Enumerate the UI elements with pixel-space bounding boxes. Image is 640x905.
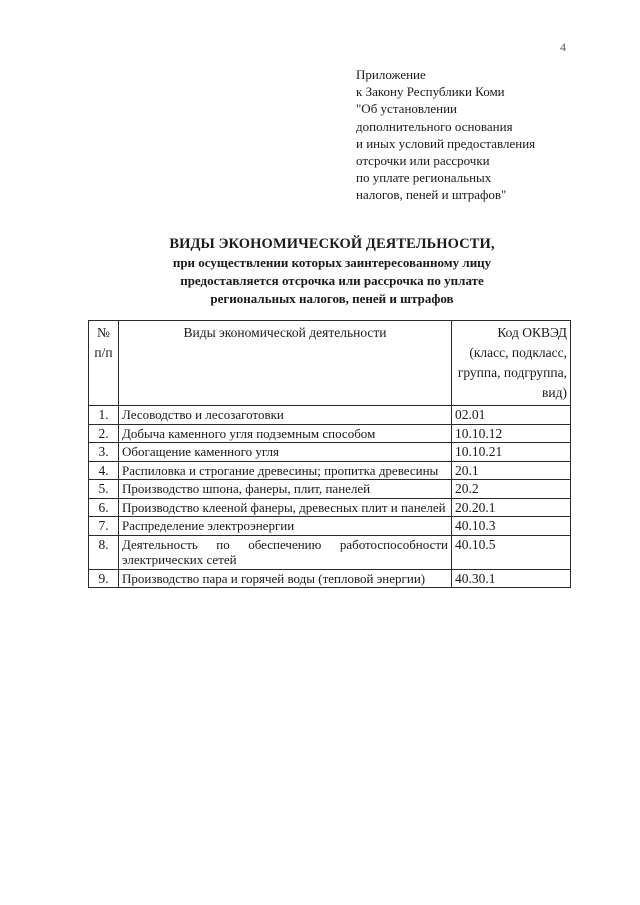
table-row	[89, 424, 571, 443]
row-name: Распиловка и строгание древесины; пропитка древесины	[119, 461, 452, 480]
appendix-line: и иных условий предоставления	[356, 135, 536, 151]
appendix-line: налогов, пеней и штрафов"	[356, 187, 507, 203]
row-code: 20.20.1	[452, 498, 571, 517]
row-code: 40.30.1	[452, 569, 571, 588]
document-title: ВИДЫ ЭКОНОМИЧЕСКОЙ ДЕЯТЕЛЬНОСТИ,	[169, 236, 495, 252]
row-code: 40.10.5	[452, 535, 571, 569]
subtitle-line: при осуществлении которых заинтересованному лицу	[172, 255, 492, 270]
page-number: 4	[560, 40, 566, 54]
row-name: Деятельность по обеспечению работоспособности электрических сетей	[119, 535, 452, 569]
table-row	[89, 517, 571, 536]
table-row	[89, 498, 571, 517]
appendix-note	[356, 66, 606, 204]
row-code: 10.10.21	[452, 443, 571, 462]
document-heading	[90, 234, 574, 308]
appendix-line: "Об установлении	[356, 101, 457, 117]
row-name: Обогащение каменного угля	[119, 443, 452, 462]
appendix-line: дополнительного основания	[356, 118, 513, 134]
row-name: Производство пара и горячей воды (тепловой энергии)	[119, 569, 452, 588]
row-code: 20.2	[452, 480, 571, 499]
row-num: 3.	[89, 443, 119, 462]
subtitle-line: региональных налогов, пеней и штрафов	[210, 291, 454, 306]
row-num: 9.	[89, 569, 119, 588]
appendix-line: по уплате региональных	[356, 170, 492, 186]
row-name: Распределение электроэнергии	[119, 517, 452, 536]
table-row	[89, 461, 571, 480]
row-name: Производство клееной фанеры, древесных плит и панелей	[119, 498, 452, 517]
row-num: 7.	[89, 517, 119, 536]
appendix-line: Приложение	[356, 67, 426, 82]
row-num: 1.	[89, 406, 119, 425]
header-name: Виды экономической деятельности	[119, 321, 452, 406]
row-code: 10.10.12	[452, 424, 571, 443]
table-row	[89, 535, 571, 569]
table-row	[89, 569, 571, 588]
row-num: 8.	[89, 535, 119, 569]
row-code: 02.01	[452, 406, 571, 425]
table-row	[89, 480, 571, 499]
row-code: 20.1	[452, 461, 571, 480]
row-num: 5.	[89, 480, 119, 499]
appendix-line: отсрочки или рассрочки	[356, 153, 490, 169]
table-row	[89, 443, 571, 462]
row-name: Производство шпона, фанеры, плит, панелей	[119, 480, 452, 499]
row-num: 4.	[89, 461, 119, 480]
appendix-line: к Закону Республики Коми	[356, 84, 505, 100]
activities-table	[88, 320, 571, 588]
header-code: Код ОКВЭД (класс, подкласс, группа, подгруппа, вид)	[452, 321, 571, 406]
row-num: 6.	[89, 498, 119, 517]
row-code: 40.10.3	[452, 517, 571, 536]
subtitle-line: предоставляется отсрочка или рассрочка по уплате	[180, 273, 484, 288]
row-name: Добыча каменного угля подземным способом	[119, 424, 452, 443]
row-num: 2.	[89, 424, 119, 443]
header-num: № п/п	[89, 321, 119, 406]
table-row	[89, 406, 571, 425]
row-name: Лесоводство и лесозаготовки	[119, 406, 452, 425]
table-header-row	[89, 321, 571, 406]
